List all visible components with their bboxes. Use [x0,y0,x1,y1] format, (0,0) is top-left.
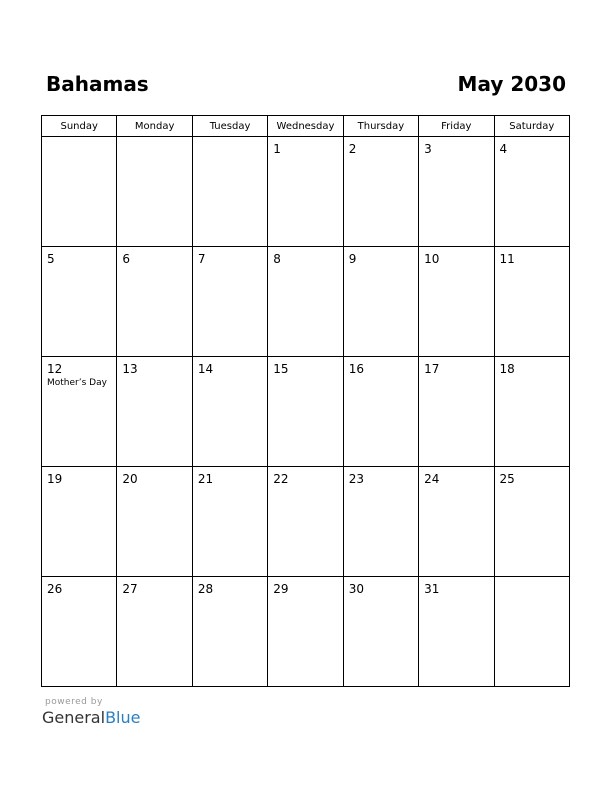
day-cell [117,357,192,467]
day-cell [494,467,569,577]
day-number: 31 [424,582,440,596]
day-number: 2 [348,142,357,156]
day-number: 27 [122,582,138,596]
day-number: 12 [47,362,63,376]
month-year-title: May 2030 [457,72,566,96]
day-number: 24 [424,472,440,486]
week-row [42,137,570,247]
day-cell [343,137,418,247]
weekday-header: Wednesday [268,116,343,137]
day-number: 9 [348,252,357,266]
day-number: 20 [122,472,138,486]
weekday-header: Tuesday [192,116,267,137]
day-cell [42,137,117,247]
week-row [42,247,570,357]
day-cell [42,357,117,467]
day-cell [343,467,418,577]
weekday-header: Friday [419,116,494,137]
day-number: 7 [197,252,206,266]
day-number: 30 [348,582,364,596]
day-cell [494,357,569,467]
day-number: 6 [122,252,131,266]
day-cell [494,247,569,357]
day-cell [268,467,343,577]
day-cell [268,577,343,687]
day-number: 1 [273,142,281,156]
day-cell [494,137,569,247]
day-number: 5 [47,252,55,266]
day-cell [268,357,343,467]
day-cell [192,467,267,577]
day-number: 14 [197,362,214,376]
day-number: 17 [424,362,440,376]
weekday-header-row [42,116,570,137]
brand-blue-text: Blue [105,708,141,727]
day-number: 28 [197,582,214,596]
day-cell [117,247,192,357]
country-title: Bahamas [46,72,149,96]
day-cell [268,247,343,357]
day-number: 15 [273,362,289,376]
day-cell [117,137,192,247]
week-row [42,467,570,577]
day-number: 8 [273,252,281,266]
day-number: 21 [197,472,214,486]
day-number: 18 [499,362,515,376]
day-cell [343,577,418,687]
weekday-header: Saturday [494,116,569,137]
day-cell [42,577,117,687]
day-cell [192,357,267,467]
day-cell [419,577,494,687]
day-number: 26 [47,582,63,596]
day-number: 22 [273,472,289,486]
day-cell [268,137,343,247]
day-cell [192,137,267,247]
day-number: 13 [122,362,138,376]
day-number: 25 [499,472,515,486]
powered-by-label: powered by [45,697,103,707]
day-cell [192,247,267,357]
day-number: 4 [499,142,508,156]
generalblue-logo [42,708,140,728]
day-cell [419,247,494,357]
day-cell [42,247,117,357]
calendar-grid [41,115,570,687]
weekday-header: Sunday [42,116,117,137]
brand-general-text: General [42,708,106,727]
day-cell [419,467,494,577]
day-cell [343,247,418,357]
day-number: 10 [424,252,440,266]
day-number: 3 [424,142,432,156]
day-cell [192,577,267,687]
day-cell [117,467,192,577]
day-cell [117,577,192,687]
day-number: 29 [273,582,289,596]
weekday-header: Thursday [343,116,418,137]
day-cell [343,357,418,467]
week-row [42,577,570,687]
day-cell [419,357,494,467]
day-number: 19 [47,472,63,486]
day-cell [419,137,494,247]
day-cell [494,577,569,687]
weekday-header: Monday [117,116,192,137]
day-number: 16 [348,362,364,376]
holiday-label: Mother’s Day [47,378,107,388]
calendar-body [42,137,570,687]
day-number: 23 [348,472,364,486]
day-cell [42,467,117,577]
day-number: 11 [499,252,515,266]
week-row [42,357,570,467]
